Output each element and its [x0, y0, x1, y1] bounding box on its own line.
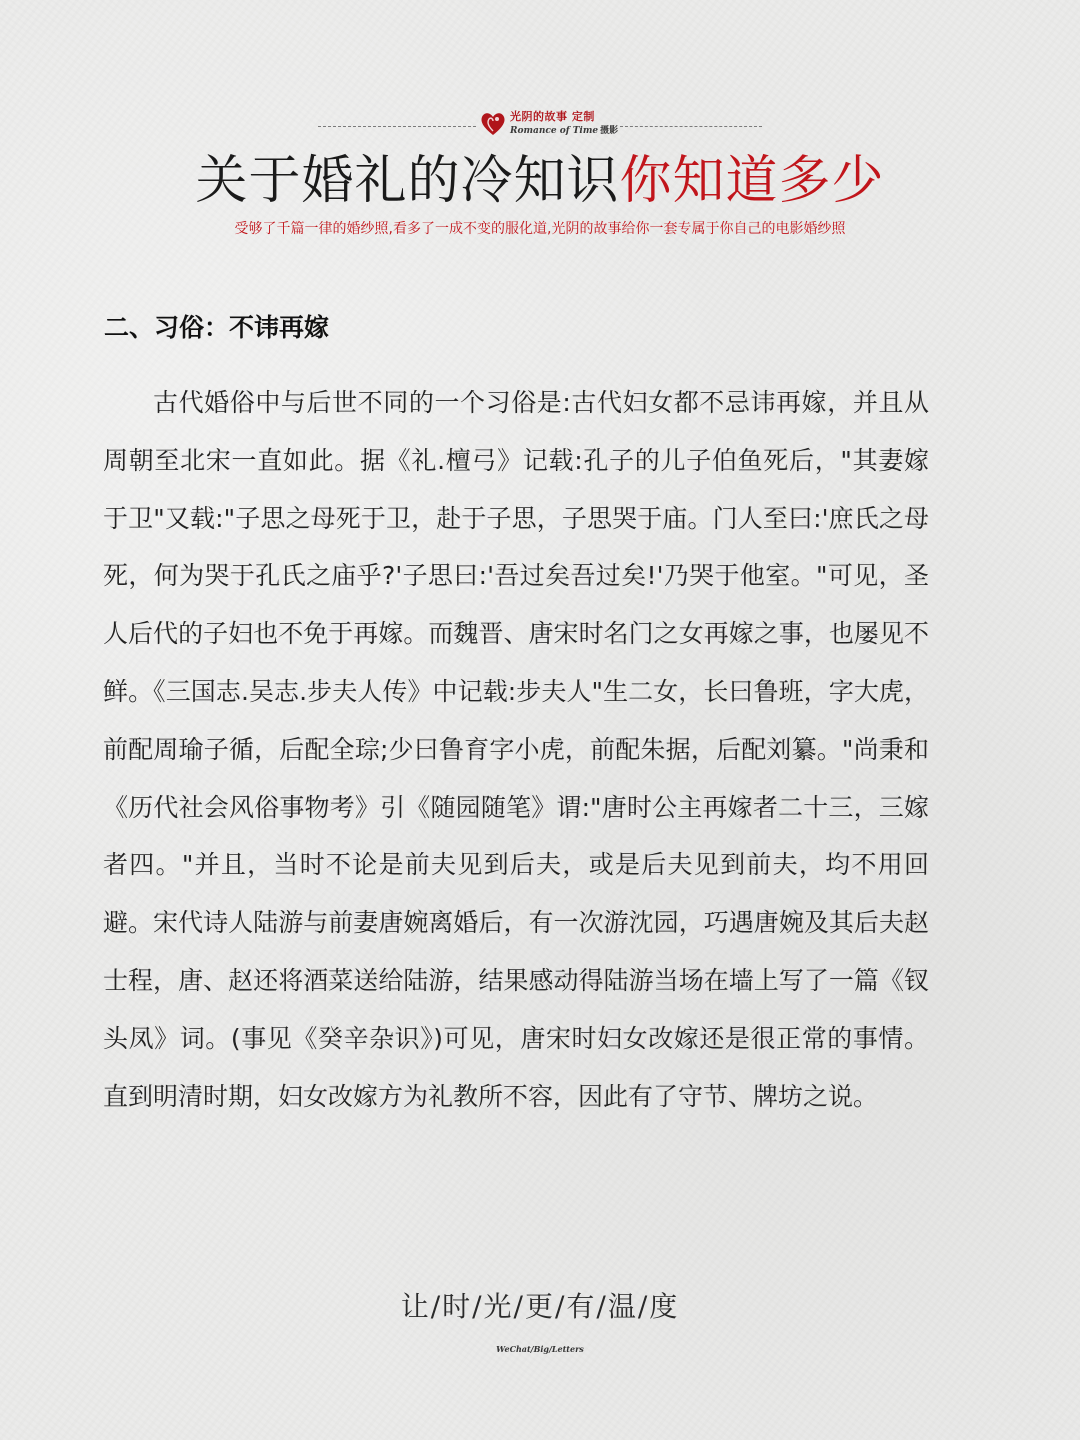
- page-subtitle: 受够了千篇一律的婚纱照,看多了一成不变的服化道,光阴的故事给你一套专属于你自己的电影婚纱照: [234, 221, 846, 237]
- brand-name-en: [510, 123, 618, 136]
- brand-logo: [478, 104, 618, 144]
- footer-signature: WeChat/Big/Letters: [496, 1344, 584, 1354]
- page-title: [0, 146, 1080, 216]
- footer-slogan: 让/时/光/更/有/温/度: [400, 1290, 680, 1323]
- page-title-dark: 关于婚礼的冷知识: [195, 151, 620, 211]
- brand-name-en-tail: 摄影: [600, 126, 619, 136]
- brand-name-cn: 光阴的故事 定制: [510, 110, 595, 123]
- section-heading: 二、习俗：不讳再嫁: [104, 313, 330, 342]
- brand-name-en-text: Romance of Time: [510, 126, 599, 136]
- body-paragraph: 古代婚俗中与后世不同的一个习俗是:古代妇女都不忌讳再嫁，并且从周朝至北宋一直如此。据《礼.檀弓》记载:孔子的儿子伯鱼死后，"其妻嫁于卫"又载:"子思之母死于卫，赴于子思，子思哭于庙。门人至曰:'庶氏之母死，何为哭于孔氏之庙乎?'子思曰:'吾过矣吾过矣!'乃哭于他室。"可见，圣人后代的子妇也不免于再嫁。而魏晋、唐宋时名门之女再嫁之事，也屡见不鲜。《三国志.吴志.步夫人传》中记载:步夫人"生二女，长曰鲁班，字大虎，前配周瑜子循，后配全琮;少曰鲁育字小虎，前配朱据，后配刘纂。"尚秉和《历代社会风俗事物考》引《随园随笔》谓:"唐时公主再嫁者二十三，三嫁者四。"并且，当时不论是前夫见到后夫，或是后夫见到前夫，均不用回避。宋代诗人陆游与前妻唐婉离婚后，有一次游沈园，巧遇唐婉及其后夫赵士程，唐、赵还将酒菜送给陆游，结果感动得陆游当场在墙上写了一篇《钗头凤》词。(事见《癸辛杂识》)可见，唐宋时妇女改嫁还是很正常的事情。直到明清时期，妇女改嫁方为礼教所不容，因此有了守节、牌坊之说。: [103, 388, 929, 1111]
- page-title-red: 你知道多少: [619, 151, 885, 211]
- heart-leaf-logo-icon: [478, 108, 508, 138]
- header: [0, 100, 1080, 250]
- header-rule-right: [620, 126, 762, 127]
- header-rule-left: [318, 126, 476, 127]
